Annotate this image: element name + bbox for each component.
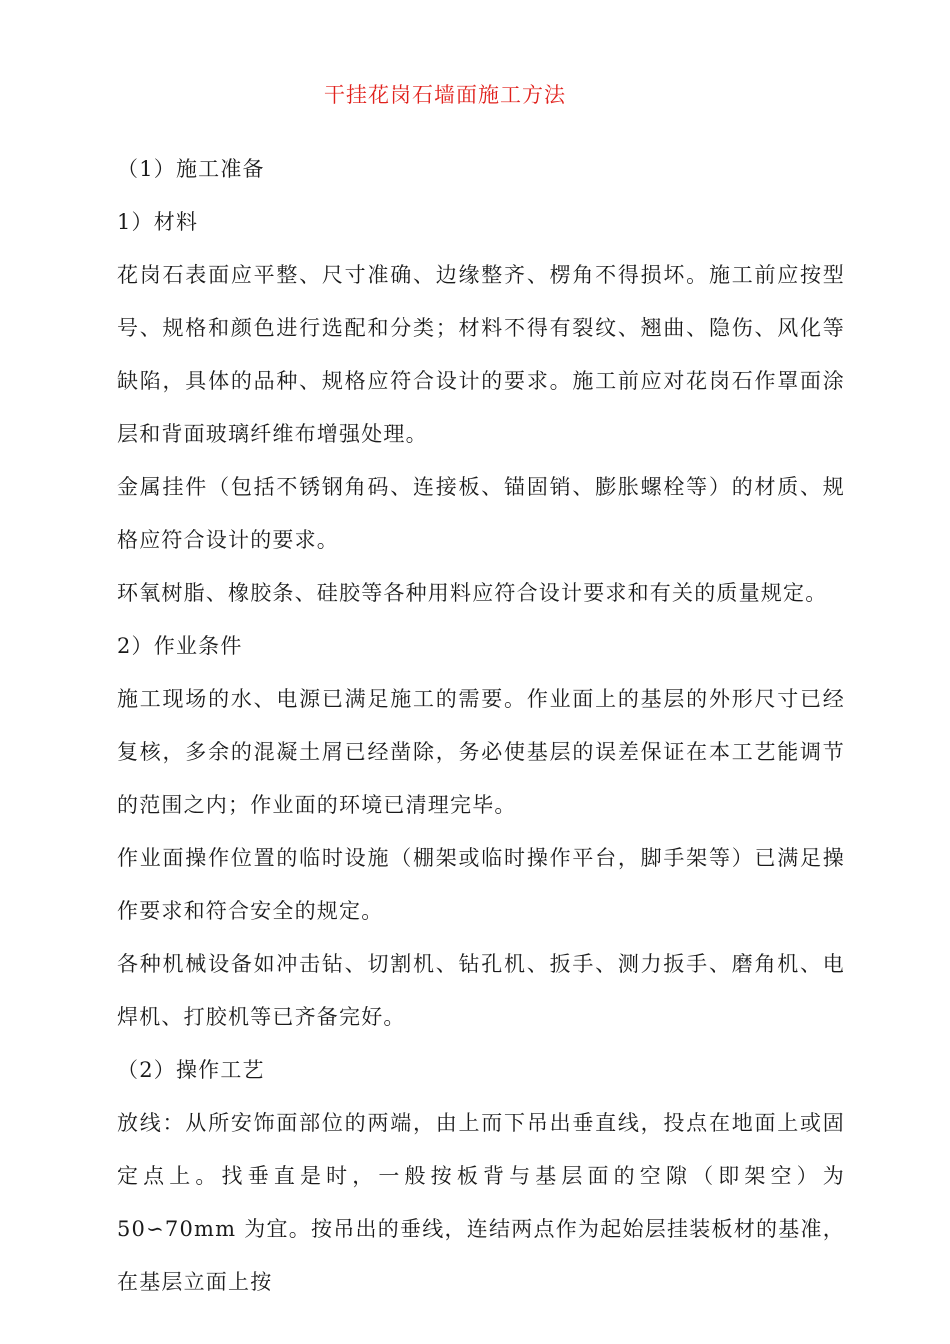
paragraph-equipment: 各种机械设备如冲击钻、切割机、钻孔机、扳手、测力扳手、磨角机、电焊机、打胶机等已齐备完好。 bbox=[117, 952, 845, 1029]
document-title: 干挂花岗石墙面施工方法 bbox=[324, 83, 566, 107]
subsection-heading-materials: 1）材料 bbox=[117, 210, 199, 234]
paragraph-site-conditions: 施工现场的水、电源已满足施工的需要。作业面上的基层的外形尺寸已经复核，多余的混凝土屑已经凿除，务必使基层的误差保证在本工艺能调节的范围之内；作业面的环境已清理完毕。 bbox=[117, 687, 845, 817]
paragraph-granite-requirements: 花岗石表面应平整、尺寸准确、边缘整齐、楞角不得损坏。施工前应按型号、规格和颜色进行选配和分类；材料不得有裂纹、翘曲、隐伤、风化等缺陷，具体的品种、规格应符合设计的要求。施工前应对花岗石作罩面涂层和背面玻璃纤维布增强处理。 bbox=[117, 263, 845, 446]
paragraph-temporary-facilities: 作业面操作位置的临时设施（棚架或临时操作平台，脚手架等）已满足操作要求和符合安全的规定。 bbox=[117, 846, 845, 923]
paragraph-adhesives: 环氧树脂、橡胶条、硅胶等各种用料应符合设计要求和有关的质量规定。 bbox=[117, 581, 828, 605]
subsection-heading-conditions: 2）作业条件 bbox=[117, 634, 243, 658]
document-body bbox=[117, 143, 845, 1309]
paragraph-layout-lines: 放线：从所安饰面部位的两端，由上而下吊出垂直线，投点在地面上或固定点上。找垂直是时，一般按板背与基层面的空隙（即架空）为 50∽70mm 为宜。按吊出的垂线，连结两点作为起始层挂装板材的基准，在基层立面上按 bbox=[117, 1111, 845, 1294]
section-heading-process: （2）操作工艺 bbox=[117, 1058, 265, 1082]
paragraph-metal-fittings: 金属挂件（包括不锈钢角码、连接板、锚固销、膨胀螺栓等）的材质、规格应符合设计的要求。 bbox=[117, 475, 845, 552]
section-heading-preparation: （1）施工准备 bbox=[117, 157, 265, 181]
